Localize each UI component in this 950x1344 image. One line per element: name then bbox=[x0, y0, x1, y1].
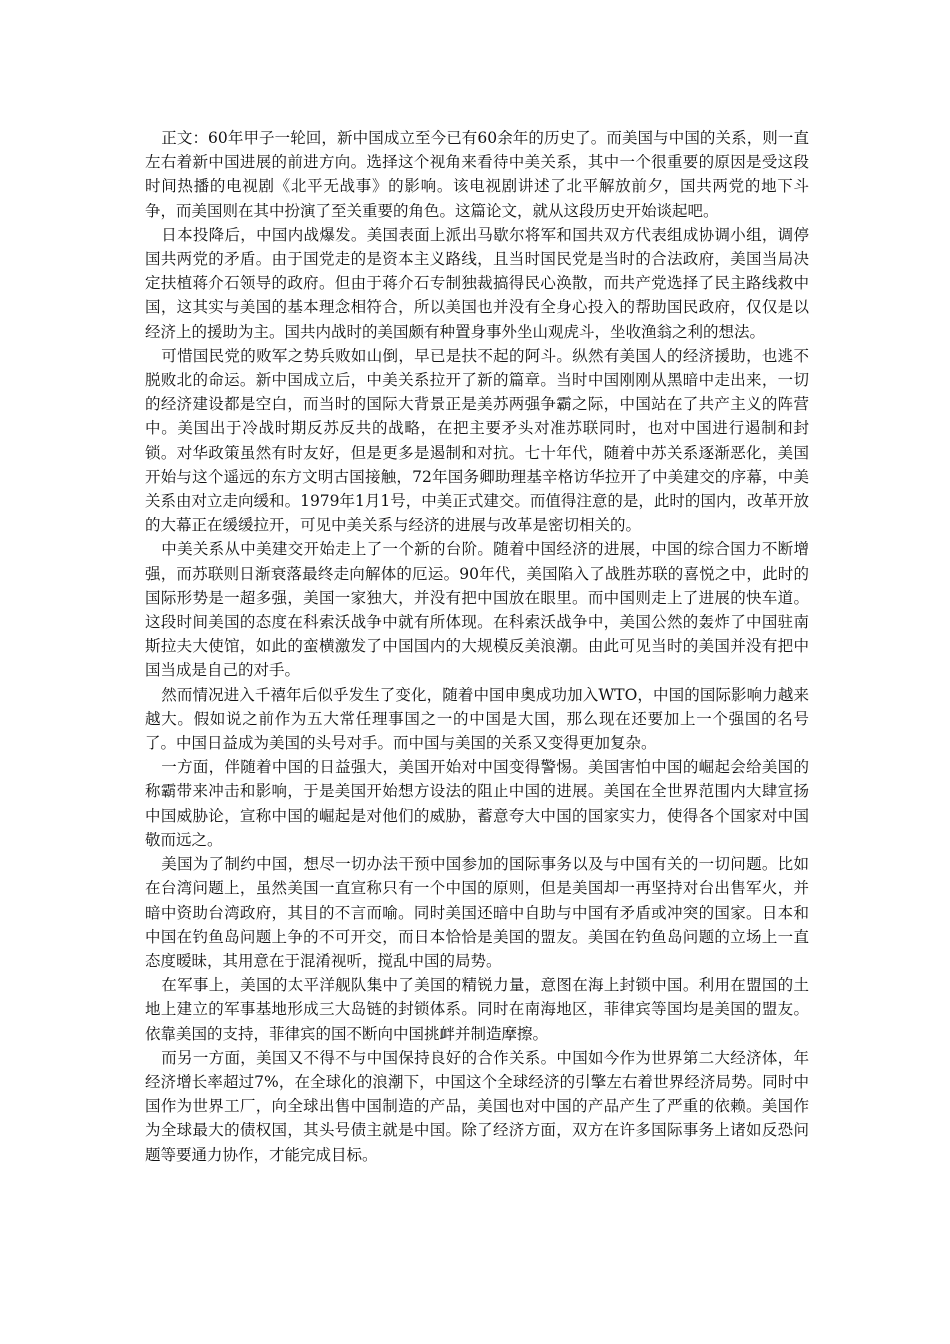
paragraph-6: 一方面，伴随着中国的日益强大，美国开始对中国变得警惕。美国害怕中国的崛起会给美国的称霸带来冲击和影响，于是美国开始想方设法的阻止中国的进展。美国在全世界范围内大肆宣扬中国威胁论，宣称中国的崛起是对他们的威胁，蓄意夸大中国的国家实力，使得各个国家对中国敬而远之。 bbox=[145, 758, 809, 849]
paragraph-4: 中美关系从中美建交开始走上了一个新的台阶。随着中国经济的进展，中国的综合国力不断增强，而苏联则日渐衰落最终走向解体的厄运。90年代，美国陷入了战胜苏联的喜悦之中，此时的国际形势是一超多强，美国一家独大，并没有把中国放在眼里。而中国则走上了进展的快车道。这段时间美国的态度在科索沃战争中就有所体现。在科索沃战争中，美国公然的轰炸了中国驻南斯拉夫大使馆，如此的蛮横激发了中国国内的大规模反美浪潮。由此可见当时的美国并没有把中国当成是自己的对手。 bbox=[145, 540, 809, 680]
paragraph-7: 美国为了制约中国，想尽一切办法干预中国参加的国际事务以及与中国有关的一切问题。比如在台湾问题上，虽然美国一直宣称只有一个中国的原则，但是美国却一再坚持对台出售军火，并暗中资助台湾政府，其目的不言而喻。同时美国还暗中自助与中国有矛盾或冲突的国家。日本和中国在钓鱼岛问题上争的不可开交，而日本恰恰是美国的盟友。美国在钓鱼岛问题的立场上一直态度暧昧，其用意在于混淆视听，搅乱中国的局势。 bbox=[145, 855, 809, 970]
paragraph-5: 然而情况进入千禧年后似乎发生了变化，随着中国申奥成功加入WTO，中国的国际影响力越来越大。假如说之前作为五大常任理事国之一的中国是大国，那么现在还要加上一个强国的名号了。中国日益成为美国的头号对手。而中国与美国的关系又变得更加复杂。 bbox=[145, 685, 809, 753]
paragraph-1: 正文：60年甲子一轮回，新中国成立至今已有60余年的历史了。而美国与中国的关系，则一直左右着新中国进展的前进方向。选择这个视角来看待中美关系，其中一个很重要的原因是受这段时间热播的电视剧《北平无战事》的影响。该电视剧讲述了北平解放前夕，国共两党的地下斗争，而美国则在其中扮演了至关重要的角色。这篇论文，就从这段历史开始谈起吧。 bbox=[145, 129, 809, 220]
paragraph-8: 在军事上，美国的太平洋舰队集中了美国的精锐力量，意图在海上封锁中国。利用在盟国的土地上建立的军事基地形成三大岛链的封锁体系。同时在南海地区，菲律宾等国均是美国的盟友。依靠美国的支持，菲律宾的国不断向中国挑衅并制造摩擦。 bbox=[145, 976, 809, 1043]
document-body bbox=[145, 126, 809, 1167]
paragraph-9: 而另一方面，美国又不得不与中国保持良好的合作关系。中国如今作为世界第二大经济体，年经济增长率超过7%，在全球化的浪潮下，中国这个全球经济的引擎左右着世界经济局势。同时中国作为世界工厂，向全球出售中国制造的产品，美国也对中国的产品产生了严重的依赖。美国作为全球最大的债权国，其头号债主就是中国。除了经济方面，双方在许多国际事务上诸如反恐问题等要通力协作，才能完成目标。 bbox=[145, 1048, 809, 1164]
paragraph-3: 可惜国民党的败军之势兵败如山倒，早已是扶不起的阿斗。纵然有美国人的经济援助，也逃不脱败北的命运。新中国成立后，中美关系拉开了新的篇章。当时中国刚刚从黑暗中走出来，一切的经济建设都是空白，而当时的国际大背景正是美苏两强争霸之际，中国站在了共产主义的阵营中。美国出于冷战时期反苏反共的战略，在把主要矛头对准苏联同时，也对中国进行遏制和封锁。对华政策虽然有时友好，但是更多是遏制和对抗。七十年代，随着中苏关系逐渐恶化，美国开始与这个遥远的东方文明古国接触，72年国务卿助理基辛格访华拉开了中美建交的序幕，中美关系由对立走向缓和。1979年1月1号，中美正式建交。而值得注意的是，此时的国内，改革开放的大幕正在缓缓拉开，可见中美关系与经济的进展与改革是密切相关的。 bbox=[145, 346, 809, 535]
paragraph-2: 日本投降后，中国内战爆发。美国表面上派出马歇尔将军和国共双方代表组成协调小组，调停国共两党的矛盾。由于国党走的是资本主义路线，且当时国民党是当时的合法政府，美国当局决定扶植蒋介石领导的政府。但由于蒋介石专制独裁搞得民心涣散，而共产党选择了民主路线救中国，这其实与美国的基本理念相符合，所以美国也并没有全身心投入的帮助国民政府，仅仅是以经济上的援助为主。国共内战时的美国颇有种置身事外坐山观虎斗，坐收渔翁之利的想法。 bbox=[145, 225, 809, 341]
